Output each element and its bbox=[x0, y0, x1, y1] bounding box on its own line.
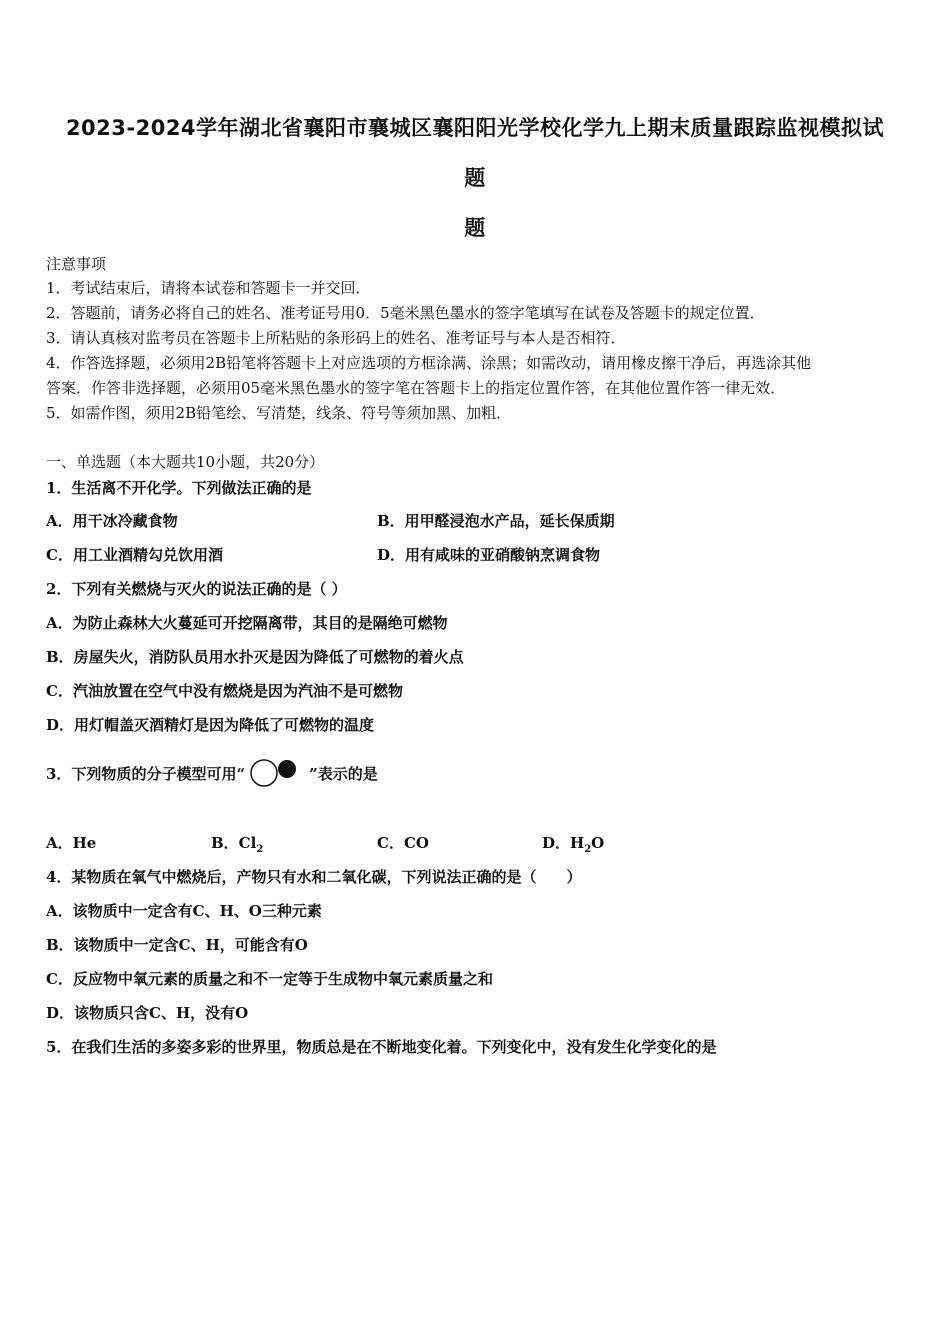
doc-title-line2: 题 bbox=[464, 166, 486, 190]
q2-option-c: C．汽油放置在空气中没有燃烧是因为汽油不是可燃物 bbox=[46, 682, 403, 700]
q3-stem-after: ”表示的是 bbox=[309, 765, 378, 783]
q1-option-d: D．用有咸味的亚硝酸钠烹调食物 bbox=[377, 546, 601, 564]
doc-title-line3: 题 bbox=[464, 216, 486, 240]
q4-option-b: B．该物质中一定含C、H，可能含有O bbox=[46, 936, 308, 954]
q1-option-c: C．用工业酒精勾兑饮用酒 bbox=[46, 546, 223, 564]
notice-item-4-cont: 答案．作答非选择题，必须用05毫米黑色墨水的签字笔在答题卡上的指定位置作答，在其他位置作答一律无效． bbox=[46, 379, 786, 397]
q3-stem-before: 3．下列物质的分子模型可用“ bbox=[46, 765, 246, 783]
q3-option-b bbox=[211, 832, 263, 855]
section-heading: 一、单选题（本大题共10小题，共20分） bbox=[46, 453, 325, 471]
q1-stem: 1．生活离不开化学。下列做法正确的是 bbox=[46, 479, 312, 497]
q4-option-c: C．反应物中氧元素的质量之和不一定等于生成物中氧元素质量之和 bbox=[46, 970, 493, 988]
q1-option-b: B．用甲醛浸泡水产品，延长保质期 bbox=[377, 512, 615, 530]
notice-item-3: 3．请认真核对监考员在答题卡上所粘贴的条形码上的姓名、准考证号与本人是否相符． bbox=[46, 329, 626, 347]
q3-option-a: A．He bbox=[46, 834, 97, 852]
notice-item-1: 1．考试结束后，请将本试卷和答题卡一并交回． bbox=[46, 279, 371, 297]
q3-option-d-sub: 2 bbox=[584, 844, 592, 855]
notice-item-4: 4．作答选择题，必须用2B铅笔将答题卡上对应选项的方框涂满、涂黑；如需改动，请用橡皮擦干净后，再选涂其他 bbox=[46, 354, 812, 372]
q3-option-c: C．CO bbox=[377, 834, 429, 852]
notice-item-2: 2．答题前，请务必将自己的姓名、准考证号用0．5毫米黑色墨水的签字笔填写在试卷及答题卡的规定位置． bbox=[46, 304, 765, 322]
q2-option-a: A．为防止森林大火蔓延可开挖隔离带，其目的是隔绝可燃物 bbox=[46, 614, 448, 632]
q2-stem: 2．下列有关燃烧与灭火的说法正确的是（ ） bbox=[46, 580, 347, 598]
q3-stem bbox=[46, 758, 378, 792]
q3-option-b-text: B．Cl bbox=[211, 834, 257, 852]
notice-item-5: 5．如需作图，须用2B铅笔绘、写清楚，线条、符号等须加黑、加粗． bbox=[46, 404, 512, 422]
q4-option-d: D．该物质只含C、H，没有O bbox=[46, 1004, 249, 1022]
q2-option-b: B．房屋失火，消防队员用水扑灭是因为降低了可燃物的着火点 bbox=[46, 648, 464, 666]
doc-title-line1: 2023-2024学年湖北省襄阳市襄城区襄阳阳光学校化学九上期末质量跟踪监视模拟试 bbox=[65, 116, 885, 140]
q4-stem: 4．某物质在氧气中燃烧后，产物只有水和二氧化碳，下列说法正确的是（ ） bbox=[46, 868, 582, 886]
q5-stem: 5．在我们生活的多姿多彩的世界里，物质总是在不断地变化着。下列变化中，没有发生化学变化的是 bbox=[46, 1038, 717, 1056]
notice-heading: 注意事项 bbox=[46, 255, 107, 273]
q3-option-b-sub: 2 bbox=[256, 844, 264, 855]
q4-option-a: A．该物质中一定含有C、H、O三种元素 bbox=[46, 902, 322, 920]
q1-option-a: A．用干冰冷藏食物 bbox=[46, 512, 178, 530]
q2-option-d: D．用灯帽盖灭酒精灯是因为降低了可燃物的温度 bbox=[46, 716, 375, 734]
molecule-model-icon bbox=[245, 758, 309, 792]
q3-option-d-suffix: O bbox=[591, 834, 605, 852]
q3-option-d-text: D．H bbox=[542, 834, 585, 852]
q3-option-d bbox=[542, 832, 604, 855]
